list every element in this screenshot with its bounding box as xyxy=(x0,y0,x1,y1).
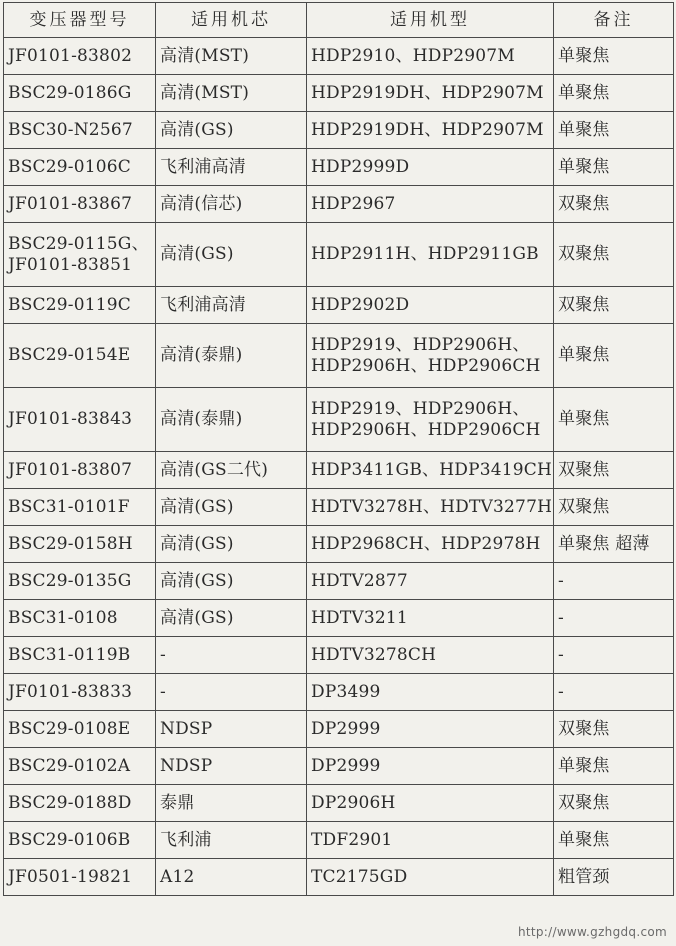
table-row xyxy=(4,324,674,388)
cell-applicable-models: DP2999 xyxy=(307,711,554,748)
table-row xyxy=(4,600,674,637)
cell-transformer-model: BSC29-0106C xyxy=(4,149,156,186)
cell-chassis: A12 xyxy=(156,859,307,896)
cell-remarks: 单聚焦 xyxy=(554,748,674,785)
cell-transformer-model: JF0101-83843 xyxy=(4,388,156,452)
cell-applicable-models: TDF2901 xyxy=(307,822,554,859)
cell-applicable-models: HDP2919DH、HDP2907M xyxy=(307,75,554,112)
cell-remarks: 单聚焦 超薄 xyxy=(554,526,674,563)
table-row xyxy=(4,112,674,149)
cell-remarks: 双聚焦 xyxy=(554,489,674,526)
table-row xyxy=(4,859,674,896)
cell-applicable-models: HDTV3211 xyxy=(307,600,554,637)
cell-remarks: 双聚焦 xyxy=(554,785,674,822)
cell-applicable-models: HDP2902D xyxy=(307,287,554,324)
cell-remarks: 双聚焦 xyxy=(554,223,674,287)
cell-transformer-model: BSC29-0115G、JF0101-83851 xyxy=(4,223,156,287)
cell-chassis: 高清(MST) xyxy=(156,75,307,112)
header-applicable-models: 适用机型 xyxy=(307,3,554,38)
table-row xyxy=(4,388,674,452)
cell-remarks: 双聚焦 xyxy=(554,711,674,748)
cell-transformer-model: JF0101-83833 xyxy=(4,674,156,711)
cell-remarks: 单聚焦 xyxy=(554,149,674,186)
cell-chassis: 高清(MST) xyxy=(156,38,307,75)
table-row xyxy=(4,711,674,748)
cell-remarks: 双聚焦 xyxy=(554,186,674,223)
cell-applicable-models: HDTV3278CH xyxy=(307,637,554,674)
cell-remarks: 粗管颈 xyxy=(554,859,674,896)
cell-transformer-model: JF0101-83802 xyxy=(4,38,156,75)
cell-applicable-models: DP3499 xyxy=(307,674,554,711)
cell-remarks: 单聚焦 xyxy=(554,388,674,452)
cell-remarks: 双聚焦 xyxy=(554,452,674,489)
cell-applicable-models: HDTV2877 xyxy=(307,563,554,600)
cell-chassis: 高清(GS) xyxy=(156,600,307,637)
cell-transformer-model: BSC29-0102A xyxy=(4,748,156,785)
table-header-row xyxy=(4,3,674,38)
table-row xyxy=(4,748,674,785)
cell-applicable-models: TC2175GD xyxy=(307,859,554,896)
cell-transformer-model: BSC29-0119C xyxy=(4,287,156,324)
cell-chassis: 高清(GS) xyxy=(156,489,307,526)
cell-chassis: 泰鼎 xyxy=(156,785,307,822)
table-row xyxy=(4,287,674,324)
cell-chassis: 高清(GS) xyxy=(156,563,307,600)
cell-transformer-model: BSC29-0106B xyxy=(4,822,156,859)
cell-chassis: 飞利浦 xyxy=(156,822,307,859)
cell-applicable-models: HDP2911H、HDP2911GB xyxy=(307,223,554,287)
cell-remarks: 单聚焦 xyxy=(554,75,674,112)
table-row xyxy=(4,452,674,489)
cell-applicable-models: HDP2910、HDP2907M xyxy=(307,38,554,75)
cell-transformer-model: BSC29-0188D xyxy=(4,785,156,822)
table-row xyxy=(4,186,674,223)
cell-chassis: 飞利浦高清 xyxy=(156,287,307,324)
table-row xyxy=(4,489,674,526)
cell-chassis: 高清(GS) xyxy=(156,112,307,149)
cell-remarks: 双聚焦 xyxy=(554,287,674,324)
cell-transformer-model: BSC29-0135G xyxy=(4,563,156,600)
cell-chassis: - xyxy=(156,674,307,711)
cell-applicable-models: DP2999 xyxy=(307,748,554,785)
table-row xyxy=(4,149,674,186)
cell-chassis: NDSP xyxy=(156,711,307,748)
cell-remarks: - xyxy=(554,674,674,711)
cell-transformer-model: JF0101-83867 xyxy=(4,186,156,223)
cell-applicable-models: HDP2919DH、HDP2907M xyxy=(307,112,554,149)
cell-remarks: - xyxy=(554,563,674,600)
cell-transformer-model: BSC31-0108 xyxy=(4,600,156,637)
header-transformer-model: 变压器型号 xyxy=(4,3,156,38)
cell-remarks: - xyxy=(554,637,674,674)
cell-chassis: 高清(信芯) xyxy=(156,186,307,223)
cell-transformer-model: JF0501-19821 xyxy=(4,859,156,896)
cell-applicable-models: HDP2968CH、HDP2978H xyxy=(307,526,554,563)
table-row xyxy=(4,223,674,287)
watermark-url: http://www.gzhgdq.com xyxy=(515,924,670,940)
cell-transformer-model: BSC30-N2567 xyxy=(4,112,156,149)
cell-chassis: - xyxy=(156,637,307,674)
cell-applicable-models: HDP2999D xyxy=(307,149,554,186)
table-row xyxy=(4,785,674,822)
table-row xyxy=(4,674,674,711)
cell-remarks: 单聚焦 xyxy=(554,324,674,388)
cell-applicable-models: HDTV3278H、HDTV3277H xyxy=(307,489,554,526)
table-row xyxy=(4,822,674,859)
cell-transformer-model: BSC29-0108E xyxy=(4,711,156,748)
cell-applicable-models: HDP2919、HDP2906H、HDP2906H、HDP2906CH xyxy=(307,388,554,452)
cell-transformer-model: BSC31-0101F xyxy=(4,489,156,526)
cell-applicable-models: DP2906H xyxy=(307,785,554,822)
cell-transformer-model: BSC29-0158H xyxy=(4,526,156,563)
cell-transformer-model: BSC29-0154E xyxy=(4,324,156,388)
cell-chassis: 飞利浦高清 xyxy=(156,149,307,186)
cell-transformer-model: BSC31-0119B xyxy=(4,637,156,674)
cell-chassis: 高清(GS二代) xyxy=(156,452,307,489)
header-remarks: 备注 xyxy=(554,3,674,38)
cell-transformer-model: BSC29-0186G xyxy=(4,75,156,112)
cell-chassis: 高清(泰鼎) xyxy=(156,324,307,388)
cell-remarks: - xyxy=(554,600,674,637)
table-row xyxy=(4,637,674,674)
header-chassis: 适用机芯 xyxy=(156,3,307,38)
table-row xyxy=(4,563,674,600)
cell-chassis: 高清(泰鼎) xyxy=(156,388,307,452)
cell-applicable-models: HDP2967 xyxy=(307,186,554,223)
table-row xyxy=(4,526,674,563)
cell-remarks: 单聚焦 xyxy=(554,112,674,149)
table-row xyxy=(4,38,674,75)
cell-remarks: 单聚焦 xyxy=(554,822,674,859)
cell-remarks: 单聚焦 xyxy=(554,38,674,75)
transformer-spec-table xyxy=(3,2,674,896)
cell-applicable-models: HDP2919、HDP2906H、HDP2906H、HDP2906CH xyxy=(307,324,554,388)
cell-chassis: NDSP xyxy=(156,748,307,785)
cell-chassis: 高清(GS) xyxy=(156,526,307,563)
cell-applicable-models: HDP3411GB、HDP3419CH xyxy=(307,452,554,489)
table-row xyxy=(4,75,674,112)
cell-transformer-model: JF0101-83807 xyxy=(4,452,156,489)
cell-chassis: 高清(GS) xyxy=(156,223,307,287)
